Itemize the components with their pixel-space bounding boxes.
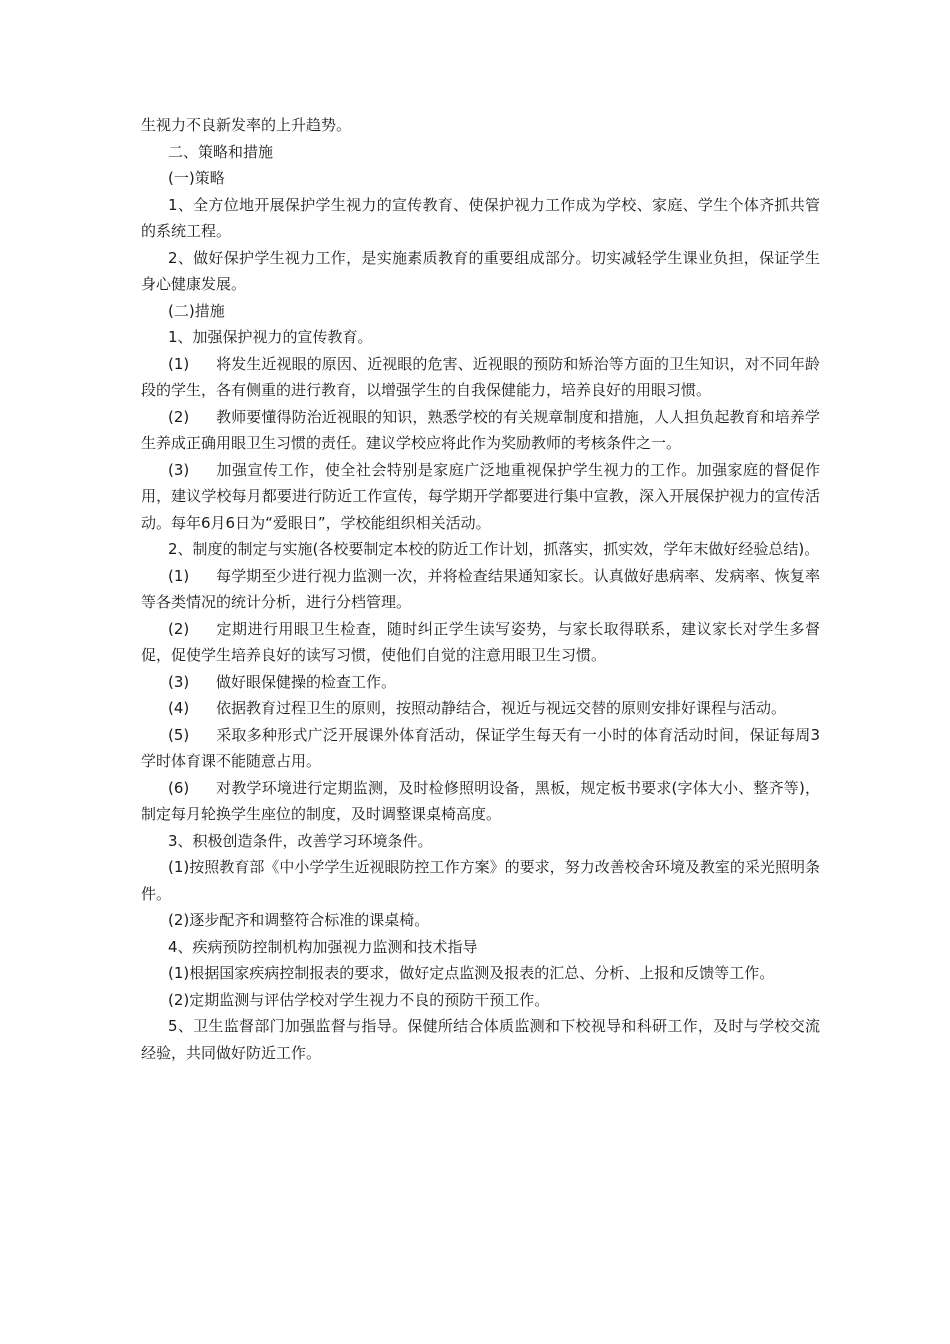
paragraph-text: 定期进行用眼卫生检查，随时纠正学生读写姿势，与家长取得联系，建议家长对学生多督促，促使学生培养良好的读写习惯，使他们自觉的注意用眼卫生习惯。: [141, 619, 820, 664]
item-number: (5): [168, 725, 190, 744]
paragraph-text: 2、制度的制定与实施(各校要制定本校的防近工作计划，抓落实，抓实效，学年末做好经验总结)。: [168, 540, 820, 558]
paragraph-text: 3、积极创造条件，改善学习环境条件。: [168, 831, 433, 850]
paragraph-text: (1)根据国家疾病控制报表的要求，做好定点监测及报表的汇总、分析、上报和反馈等工作。: [168, 964, 775, 982]
paragraph: [141, 165, 820, 192]
paragraph-text: 做好眼保健操的检查工作。: [216, 672, 397, 691]
paragraph-text: 生视力不良新发率的上升趋势。: [141, 116, 352, 134]
numbered-paragraph: [141, 775, 820, 828]
paragraph: [141, 1013, 820, 1066]
numbered-paragraph: [141, 563, 820, 616]
item-number: (3): [168, 672, 190, 691]
paragraph: [141, 298, 820, 325]
paragraph-text: 4、疾病预防控制机构加强视力监测和技术指导: [168, 937, 478, 956]
paragraph-text: 加强宣传工作，使全社会特别是家庭广泛地重视保护学生视力的工作。加强家庭的督促作用，建议学校每月都要进行防近工作宣传，每学期开学都要进行集中宣教，深入开展保护视力的宣传活动。每年6月6日为“爱眼日”，学校能组织相关活动。: [141, 460, 820, 532]
numbered-paragraph: [141, 404, 820, 457]
paragraph: [141, 854, 820, 907]
paragraph: [141, 987, 820, 1014]
item-number: (1): [168, 354, 190, 373]
paragraph-text: 采取多种形式广泛开展课外体育活动，保证学生每天有一小时的体育活动时间，保证每周3学时体育课不能随意占用。: [141, 725, 820, 770]
paragraph: [141, 245, 820, 298]
numbered-paragraph: [141, 722, 820, 775]
paragraph: [141, 324, 820, 351]
paragraph-text: 1、加强保护视力的宣传教育。: [168, 328, 373, 346]
paragraph: [141, 960, 820, 987]
paragraph: [141, 192, 820, 245]
numbered-paragraph: [141, 457, 820, 537]
item-number: (2): [168, 619, 190, 638]
paragraph: [141, 139, 820, 166]
numbered-paragraph: [141, 695, 820, 722]
paragraph-text: (1)按照教育部《中小学学生近视眼防控工作方案》的要求，努力改善校舍环境及教室的采光照明条件。: [141, 858, 820, 903]
numbered-paragraph: [141, 669, 820, 696]
paragraph-text: 对教学环境进行定期监测，及时检修照明设备，黑板，规定板书要求(字体大小、整齐等)，制定每月轮换学生座位的制度，及时调整课桌椅高度。: [141, 778, 820, 823]
item-number: (6): [168, 778, 190, 797]
item-number: (2): [168, 407, 190, 426]
numbered-paragraph: [141, 351, 820, 404]
paragraph: [141, 112, 820, 139]
paragraph-text: 二、策略和措施: [168, 142, 274, 161]
paragraph-text: 教师要懂得防治近视眼的知识，熟悉学校的有关规章制度和措施，人人担负起教育和培养学生养成正确用眼卫生习惯的责任。建议学校应将此作为奖励教师的考核条件之一。: [141, 407, 820, 452]
paragraph: [141, 536, 820, 563]
paragraph-text: 将发生近视眼的原因、近视眼的危害、近视眼的预防和矫治等方面的卫生知识，对不同年龄段的学生，各有侧重的进行教育，以增强学生的自我保健能力，培养良好的用眼习惯。: [141, 354, 820, 399]
paragraph-text: 1、全方位地开展保护学生视力的宣传教育、使保护视力工作成为学校、家庭、学生个体齐抓共管的系统工程。: [141, 195, 820, 240]
paragraph-text: 5、卫生监督部门加强监督与指导。保健所结合体质监测和下校视导和科研工作，及时与学校交流经验，共同做好防近工作。: [141, 1017, 820, 1062]
item-number: (3): [168, 460, 190, 479]
paragraph-text: 每学期至少进行视力监测一次，并将检查结果通知家长。认真做好患病率、发病率、恢复率等各类情况的统计分析，进行分档管理。: [141, 566, 820, 611]
paragraph-text: (二)措施: [168, 301, 225, 320]
paragraph-text: (2)定期监测与评估学校对学生视力不良的预防干预工作。: [168, 990, 550, 1009]
paragraph-text: (2)逐步配齐和调整符合标准的课桌椅。: [168, 911, 430, 929]
numbered-paragraph: [141, 616, 820, 669]
paragraph-text: 依据教育过程卫生的原则，按照动静结合，视近与视远交替的原则安排好课程与活动。: [216, 699, 787, 717]
paragraph-text: (一)策略: [168, 169, 225, 187]
paragraph-text: 2、做好保护学生视力工作，是实施素质教育的重要组成部分。切实减轻学生课业负担，保证学生身心健康发展。: [141, 248, 820, 293]
paragraph: [141, 934, 820, 961]
paragraph: [141, 907, 820, 934]
document-body: [141, 112, 820, 1066]
item-number: (4): [168, 699, 190, 717]
paragraph: [141, 828, 820, 855]
item-number: (1): [168, 566, 190, 585]
